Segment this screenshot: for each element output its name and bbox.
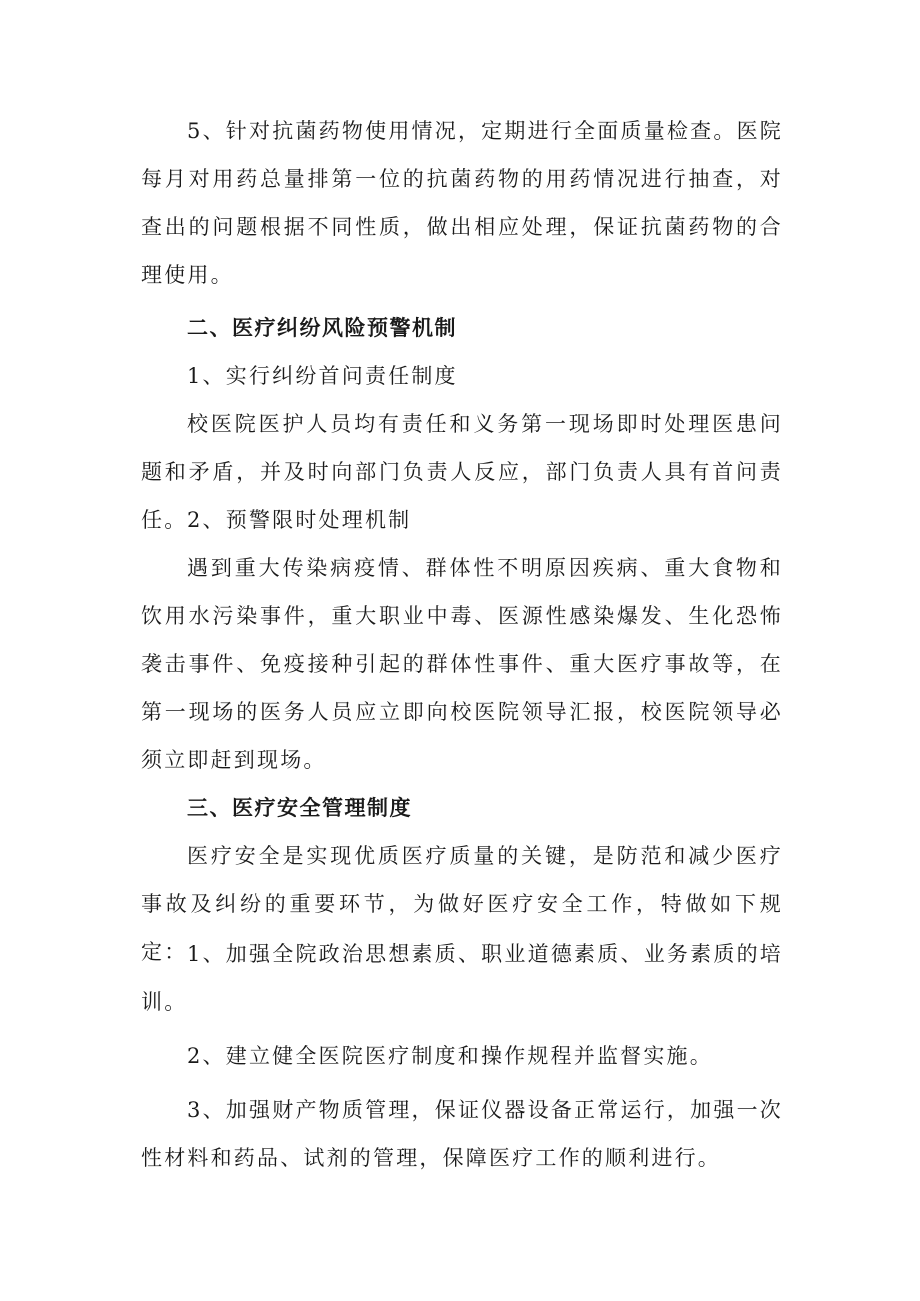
paragraph-emergency-reporting: 遇到重大传染病疫情、群体性不明原因疾病、重大食物和饮用水污染事件，重大职业中毒、医源性感染爆发、生化恐怖袭击事件、免疫接种引起的群体性事件、重大医疗事故等，在第一现场的医务人员应立即向校医院领导汇报，校医院领导必须立即赶到现场。: [141, 556, 783, 772]
paragraph-rule-procedures: 2、建立健全医院医疗制度和操作规程并监督实施。: [187, 1044, 713, 1068]
subheading-time-limited-handling: 2、预警限时处理机制: [187, 508, 412, 532]
section-heading-safety-management: 三、医疗安全管理制度: [187, 796, 412, 820]
subheading-first-responsibility: 1、实行纠纷首问责任制度: [187, 364, 458, 388]
paragraph-safety-intro: 医疗安全是实现优质医疗质量的关键，是防范和减少医疗事故及纠纷的重要环节，为做好医疗安全工作，特做如下规定：: [141, 844, 783, 964]
paragraph-rule-materials: 3、加强财产物质管理，保证仪器设备正常运行，加强一次性材料和药品、试剂的管理，保障医疗工作的顺利进行。: [141, 1098, 783, 1170]
section-heading-dispute-warning: 二、医疗纠纷风险预警机制: [187, 316, 457, 340]
paragraph-first-responsibility: 校医院医护人员均有责任和义务第一现场即时处理医患问题和矛盾，并及时向部门负责人反应，部门负责人具有首问责任。: [141, 412, 783, 532]
paragraph-rule-training: 1、加强全院政治思想素质、职业道德素质、业务素质的培训。: [141, 942, 783, 1014]
paragraph-antibiotic-inspection: 5、针对抗菌药物使用情况，定期进行全面质量检查。医院每月对用药总量排第一位的抗菌药物的用药情况进行抽查，对查出的问题根据不同性质，做出相应处理，保证抗菌药物的合理使用。: [141, 119, 783, 287]
